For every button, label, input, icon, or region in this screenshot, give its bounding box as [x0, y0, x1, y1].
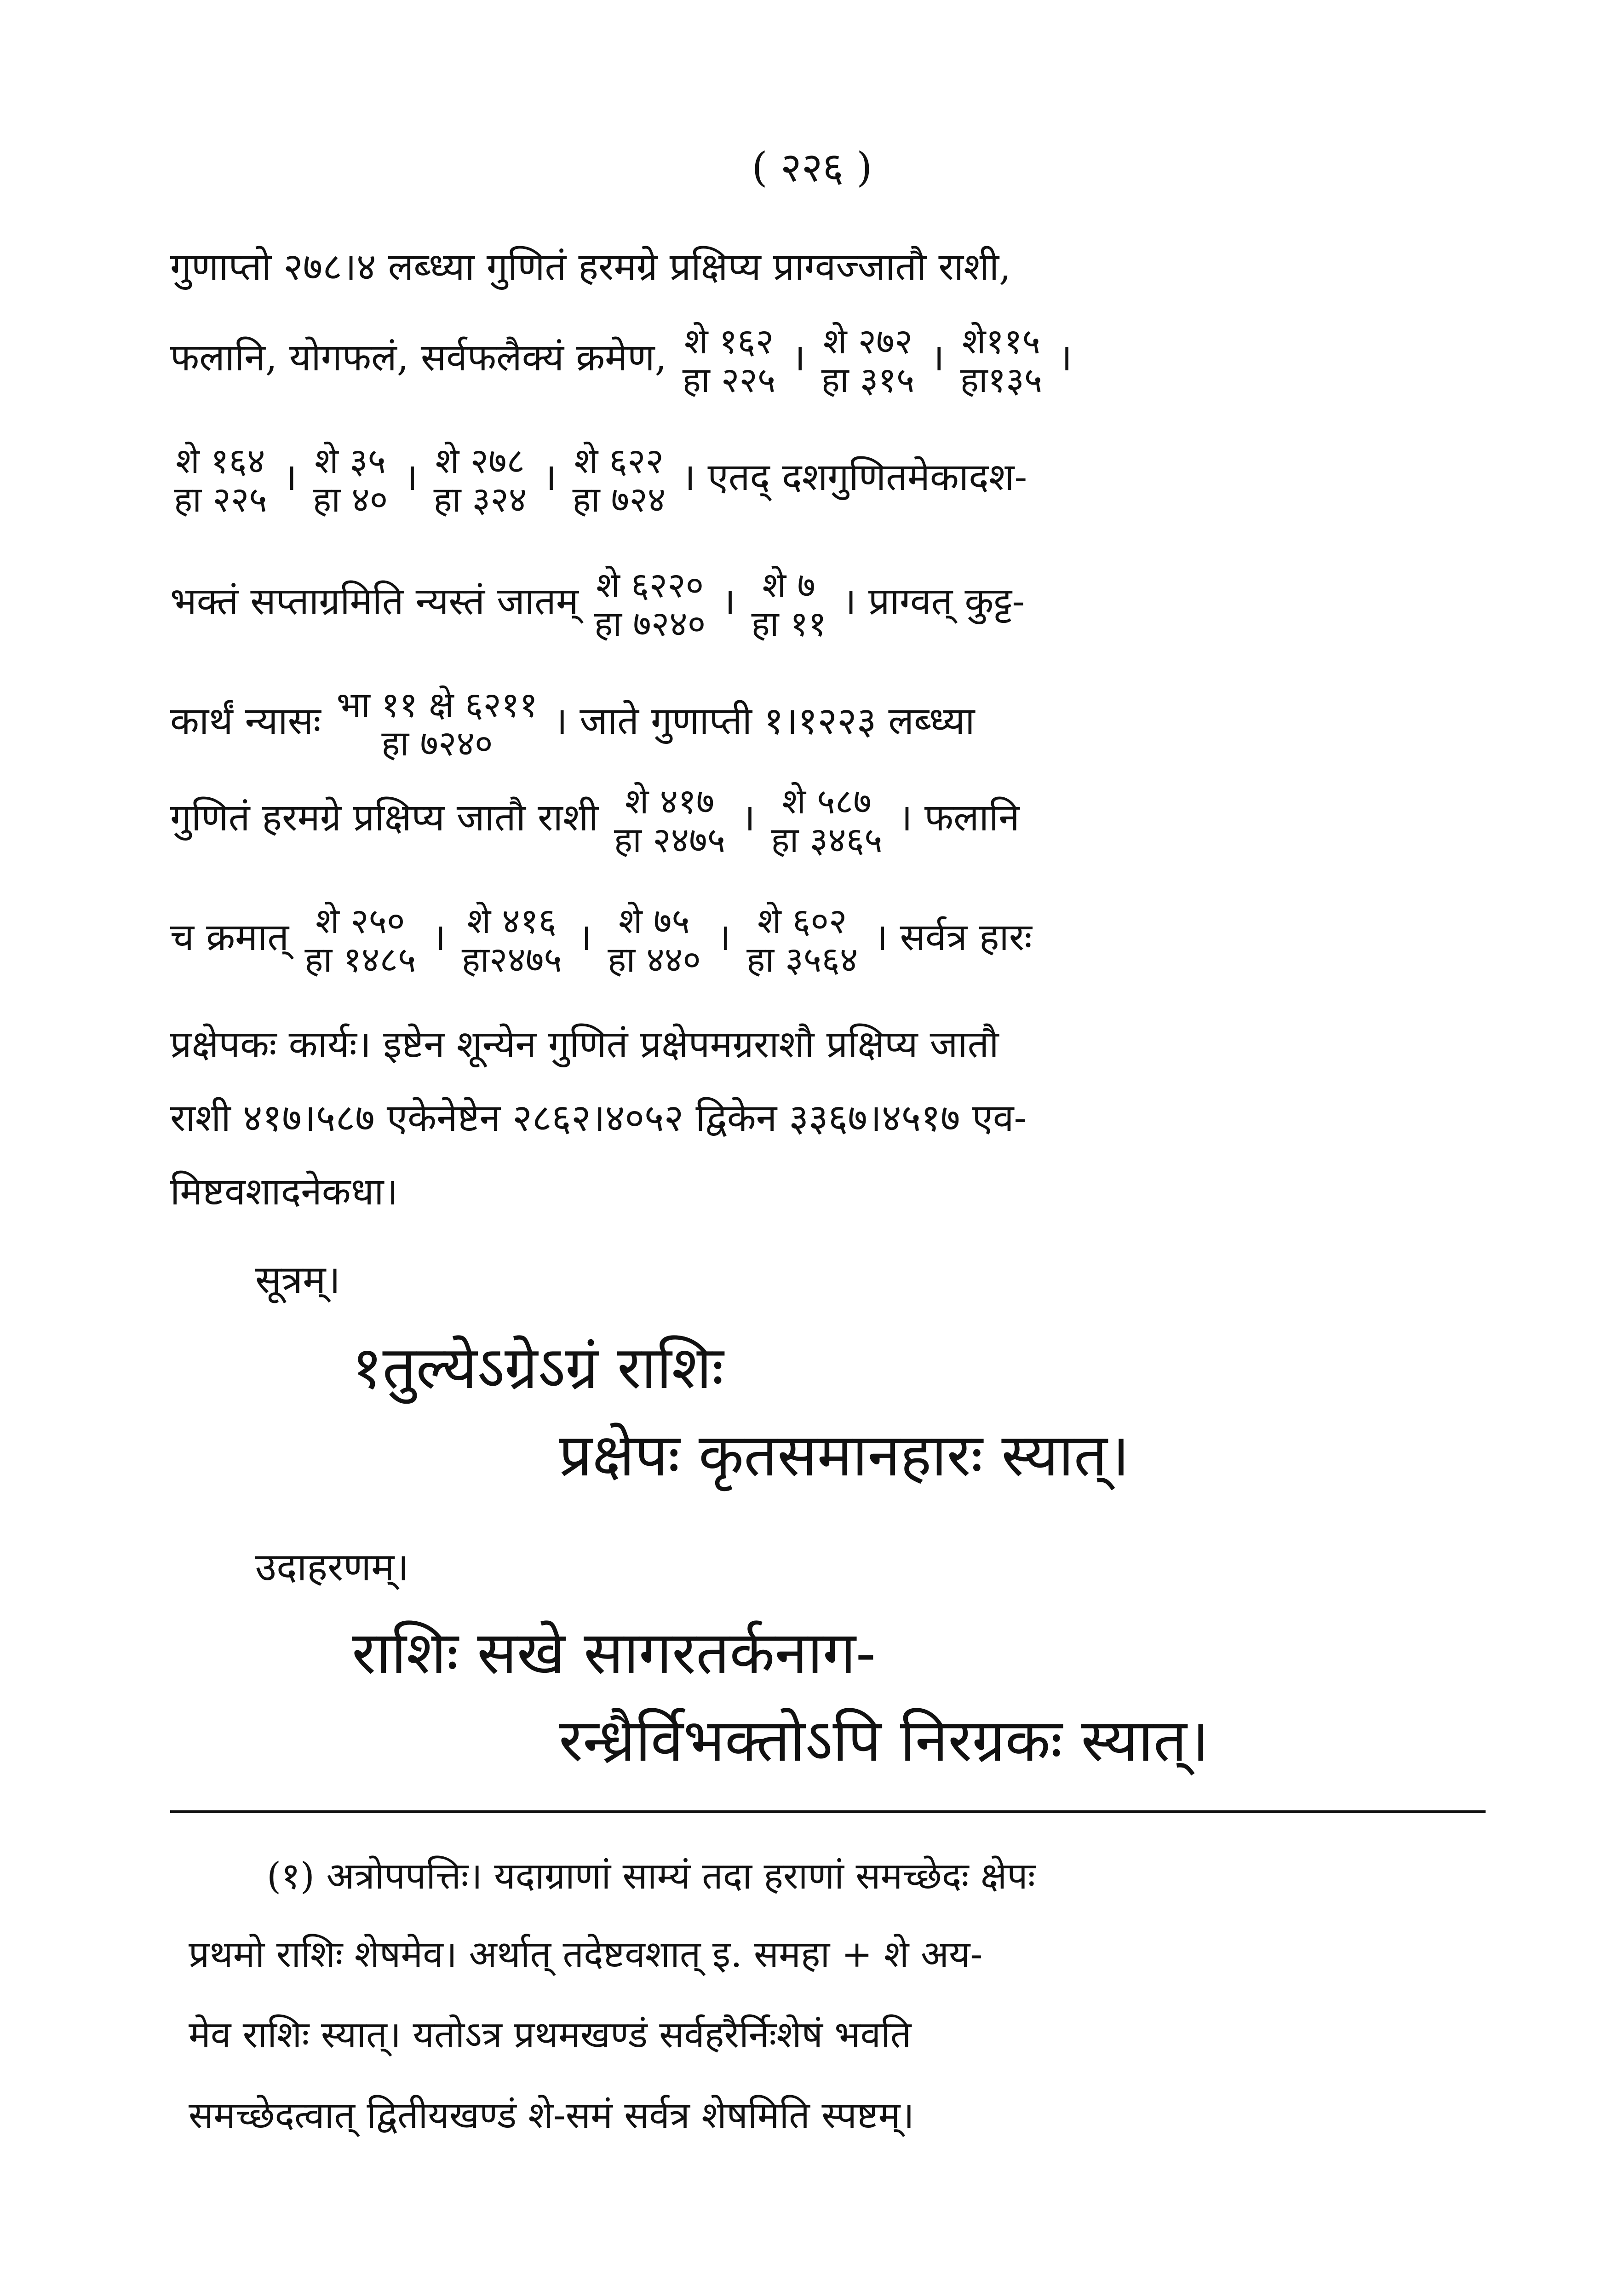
text-line [170, 1170, 398, 1214]
separator: । [716, 916, 731, 960]
fraction: भा ११ क्षे ६२११ हा ७२४० [336, 684, 538, 764]
text-segment: । प्राग्वत् कुट्ट- [842, 580, 1025, 624]
separator: । [1058, 336, 1073, 380]
footnote-line: (१) अत्रोपपत्तिः। यदाग्राणां साम्यं तदा हराणां समच्छेदः क्षेपः [267, 1855, 1035, 1897]
footnote-divider [170, 1810, 1486, 1813]
fraction: शे ७५ हा ४४० [608, 900, 701, 980]
fraction: शे १६४ हा २२५ [174, 440, 267, 520]
text-line [170, 782, 1020, 859]
text-segment: फलानि, योगफलं, सर्वफलैक्यं क्रमेण, [170, 336, 667, 380]
text-segment: राशी ४१७।५८७ एकेनेष्टेन २८६२।४०५२ द्विकेन ३३६७।४५१७ एव- [170, 1096, 1027, 1140]
fraction: शे ४१६ हा२४७५ [461, 900, 562, 980]
text-line [170, 566, 1025, 643]
text-segment: गुणाप्तो २७८।४ लब्ध्या गुणितं हरमग्रे प्रक्षिप्य प्राग्वज्जातौ राशी, [170, 245, 1011, 289]
separator: । [577, 916, 592, 960]
fraction: शे ७ हा ११ [751, 564, 826, 644]
fraction: शे ५८७ हा ३४६५ [771, 781, 883, 860]
text-segment: कार्थं न्यासः [170, 699, 321, 743]
separator: । [930, 336, 945, 380]
udaharanam-verse-line: राशिः सखे सागरतर्कनाग- [352, 1619, 876, 1688]
text-line [170, 1023, 999, 1066]
text-segment: भक्तं सप्ताग्रमिति न्यस्तं जातम् [170, 580, 579, 624]
page-number: ( २२६ ) [752, 144, 872, 191]
separator: । [542, 455, 557, 500]
footnote-line: मेव राशिः स्यात्। यतोऽत्र प्रथमखण्डं सर्वहरैर्निःशेषं भवति [189, 2013, 912, 2056]
text-segment: च क्रमात् [170, 916, 289, 960]
separator: । [791, 336, 806, 380]
separator: । [282, 455, 297, 500]
sutram-verse-line: प्रक्षेपः कृतसमानहारः स्यात्। [559, 1421, 1130, 1490]
text-segment: । एतद् दशगुणितमेकादश- [681, 455, 1027, 500]
text-segment: गुणितं हरमग्रे प्रक्षिप्य जातौ राशी [170, 796, 598, 840]
footnote-line: प्रथमो राशिः शेषमेव। अर्थात् तदेष्टवशात् इ. समहा + शे अय- [189, 1933, 983, 1976]
fraction: शे ३५ हा ४० [313, 440, 388, 520]
text-segment: । सर्वत्र हारः [873, 916, 1032, 960]
text-segment: । जाते गुणाप्ती १।१२२३ लब्ध्या [553, 699, 975, 743]
text-line [170, 1096, 1027, 1140]
udaharanam-verse-line: रन्ध्रैर्विभक्तोऽपि निरग्रकः स्यात्। [559, 1706, 1210, 1775]
text-segment: मिष्टवशादनेकधा। [170, 1170, 398, 1214]
fraction: शे २५० हा १४८५ [304, 900, 416, 980]
fraction: शे ६२२ हा ७२४ [572, 440, 666, 520]
text-line [170, 685, 975, 762]
fraction: शे११५ हा१३५ [960, 321, 1043, 400]
sutram-heading: सूत्रम्। [255, 1257, 341, 1302]
text-segment: प्रक्षेपकः कार्यः। इष्टेन शून्येन गुणितं प्रक्षेपमग्रराशौ प्रक्षिप्य जातौ [170, 1023, 999, 1066]
separator: । [431, 916, 446, 960]
fraction: शे २७२ हा ३१५ [821, 321, 915, 400]
fraction: शे १६२ हा २२५ [682, 321, 776, 400]
text-line [170, 322, 1072, 399]
separator: । [741, 796, 756, 840]
udaharanam-heading: उदाहरणम्। [255, 1544, 409, 1590]
text-line [170, 442, 1027, 518]
text-line [170, 245, 1011, 289]
separator: । [403, 455, 418, 500]
text-segment: । फलानि [898, 796, 1020, 840]
fraction: शे ४१७ हा २४७५ [614, 781, 726, 860]
sutram-verse-line: १तुल्येऽग्रेऽग्रं राशिः [352, 1334, 724, 1402]
separator: । [721, 580, 736, 624]
fraction: शे २७८ हा ३२४ [433, 440, 527, 520]
fraction: शे ६०२ हा ३५६४ [746, 900, 858, 980]
text-line [170, 902, 1032, 979]
footnote-line: समच्छेदत्वात् द्वितीयखण्डं शे-समं सर्वत्र शेषमिति स्पष्टम्। [189, 2094, 914, 2137]
fraction: शे ६२२० हा ७२४० [594, 564, 706, 644]
